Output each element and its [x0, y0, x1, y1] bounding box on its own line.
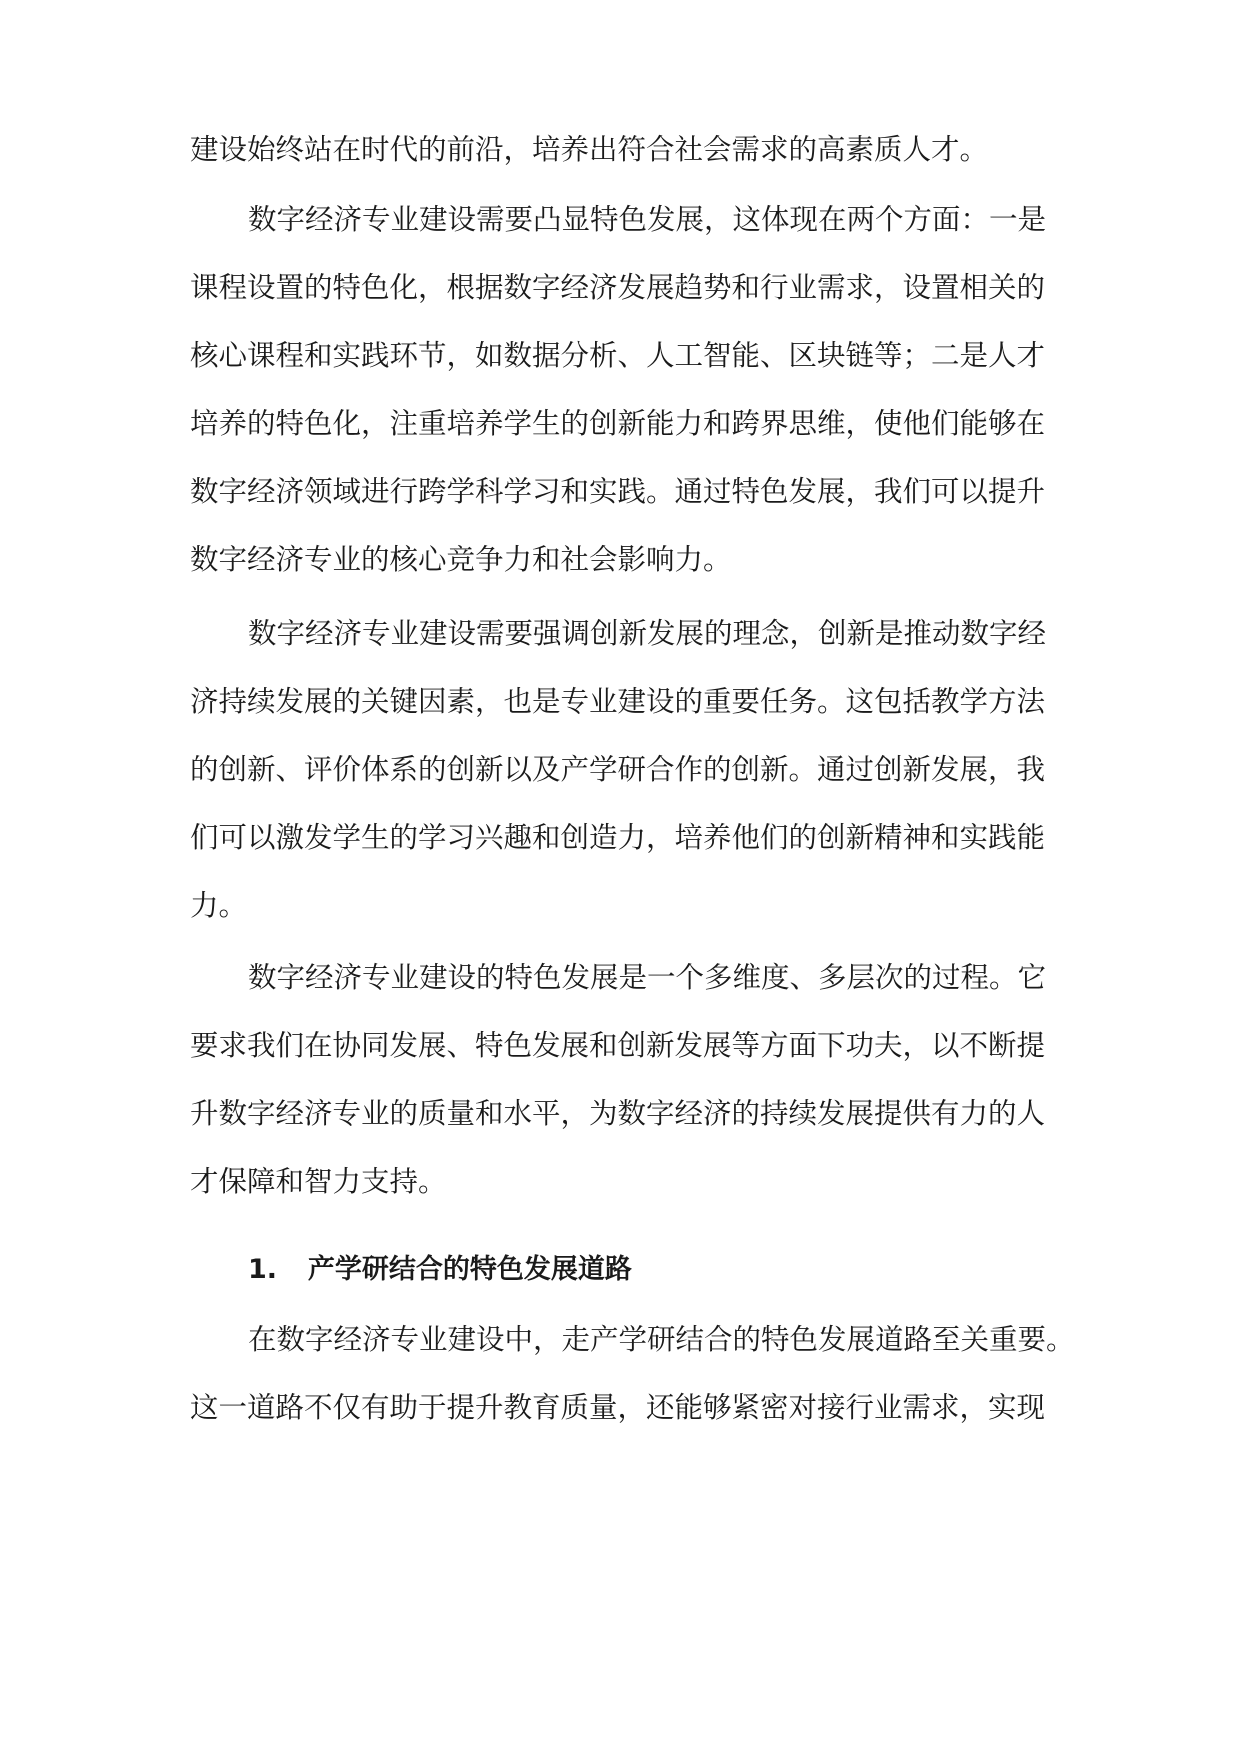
paragraph-line: 数字经济专业建设需要凸显特色发展，这体现在两个方面：一是: [248, 203, 1047, 236]
paragraph-line: 济持续发展的关键因素，也是专业建设的重要任务。这包括教学方法: [190, 685, 1046, 718]
section-heading: [248, 1250, 632, 1290]
paragraph-line: 要求我们在协同发展、特色发展和创新发展等方面下功夫，以不断提: [190, 1029, 1046, 1062]
paragraph-line: 在数字经济专业建设中，走产学研结合的特色发展道路至关重要。: [248, 1323, 1075, 1356]
paragraph-line: 数字经济专业建设的特色发展是一个多维度、多层次的过程。它: [248, 961, 1047, 994]
paragraph-line: 力。: [190, 889, 248, 922]
paragraph-line: 的创新、评价体系的创新以及产学研合作的创新。通过创新发展，我: [190, 753, 1046, 786]
paragraph-line: 数字经济专业的核心竞争力和社会影响力。: [190, 543, 732, 576]
section-title: 产学研结合的特色发展道路: [307, 1254, 632, 1285]
paragraph-line: 们可以激发学生的学习兴趣和创造力，培养他们的创新精神和实践能: [190, 821, 1046, 854]
paragraph-line: 这一道路不仅有助于提升教育质量，还能够紧密对接行业需求，实现: [190, 1391, 1046, 1424]
section-number: 1.: [248, 1254, 278, 1285]
paragraph-line: 培养的特色化，注重培养学生的创新能力和跨界思维，使他们能够在: [190, 407, 1046, 440]
paragraph-line: 建设始终站在时代的前沿，培养出符合社会需求的高素质人才。: [190, 133, 989, 166]
paragraph-line: 才保障和智力支持。: [190, 1165, 447, 1198]
paragraph-line: 升数字经济专业的质量和水平，为数字经济的持续发展提供有力的人: [190, 1097, 1046, 1130]
paragraph-line: 课程设置的特色化，根据数字经济发展趋势和行业需求，设置相关的: [190, 271, 1046, 304]
paragraph-line: 核心课程和实践环节，如数据分析、人工智能、区块链等；二是人才: [190, 339, 1046, 372]
paragraph-line: 数字经济领域进行跨学科学习和实践。通过特色发展，我们可以提升: [190, 475, 1046, 508]
paragraph-line: 数字经济专业建设需要强调创新发展的理念，创新是推动数字经: [248, 617, 1047, 650]
